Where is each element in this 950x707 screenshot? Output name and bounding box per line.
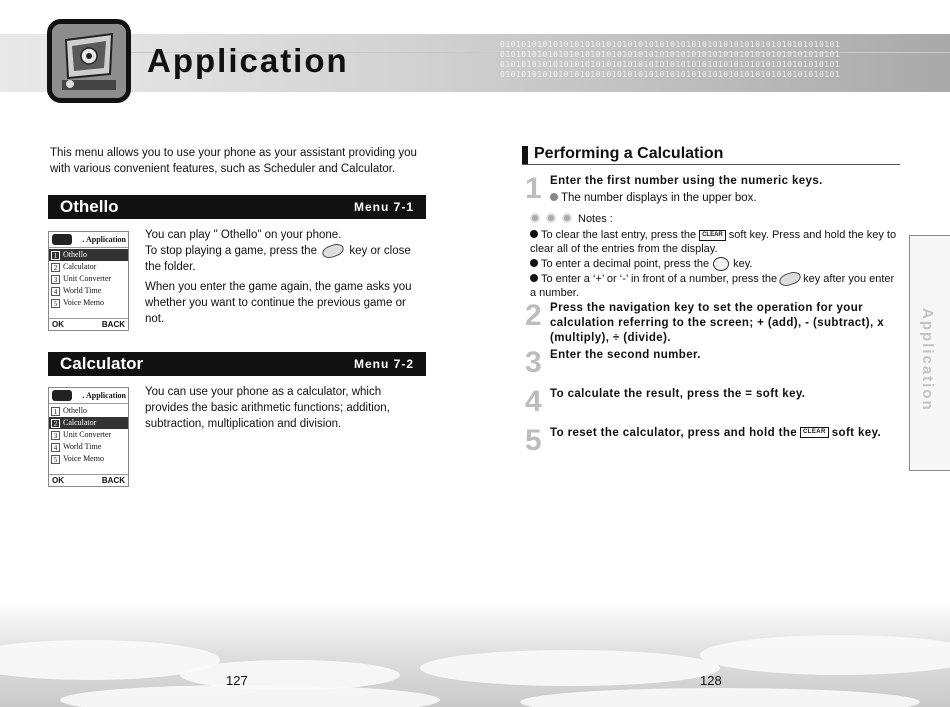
phone-screen-othello [48,231,129,331]
hash-key-icon [778,270,803,288]
phone-back-label: BACK [101,476,125,485]
step-text: To reset the calculator, press and hold the CLEAR soft key. [550,427,882,439]
phone-menu-item: 1 Othello [49,249,128,261]
phone-menu-item: 3 Unit Converter [49,429,128,441]
clear-key-icon: CLEAR [800,427,829,438]
step-text: Press the navigation key to set the operation for your calculation referring to the screen; + (add), - (subtract), x (multiply), ÷ (divide). [550,302,885,344]
notes-header: Notes : [530,213,613,225]
application-icon [52,234,72,245]
heading-marker [522,146,528,164]
footer-clouds [0,600,950,707]
notes-circle-icon [546,213,556,223]
calculator-menu-number: Menu 7-2 [353,357,414,371]
application-logo-icon [47,19,131,103]
step-text: Enter the second number. [550,349,701,361]
othello-desc-3: When you enter the game again, the game asks you whether you want to continue the previous game or not. [145,281,412,325]
step-number: 5 [525,424,542,457]
page-number-left: 127 [226,673,248,688]
phone-menu-item: 5 Voice Memo [49,453,128,465]
note-2: To enter a decimal point, press the key. [530,257,900,271]
header-banner [0,34,950,92]
clear-key-icon: CLEAR [699,230,726,241]
phone-screen-title: . Application [82,235,126,244]
phone-menu-list [49,248,128,309]
bullet-icon [530,230,538,238]
bullet-icon [530,274,538,282]
side-tab [909,235,950,471]
othello-menu-number: Menu 7-1 [353,200,414,214]
end-key-icon [321,242,346,260]
step-number: 2 [525,299,542,332]
calculation-heading [522,145,900,165]
othello-desc-1: You can play " Othello" on your phone. [145,229,342,241]
calculator-description: You can use your phone as a calculator, which provides the basic arithmetic functions; addition, subtraction, multiplication and division. [145,386,390,430]
note-1: To clear the last entry, press the CLEAR soft key. Press and hold the key to clear all of the entries from the display. [530,229,897,255]
othello-section-bar [48,195,426,219]
phone-ok-label: OK [52,476,64,485]
page-title: Application [147,42,349,79]
calculator-section-bar [48,352,426,376]
phone-screen-title: . Application [82,391,126,400]
phone-menu-item: 3 Unit Converter [49,273,128,285]
phone-back-label: BACK [101,320,125,329]
star-key-icon [713,257,729,271]
note-3: To enter a ‘+’ or ‘-’ in front of a number, press the key after you enter a number. [530,272,900,300]
page-number-right: 128 [700,673,722,688]
banner-binary-pattern: 0101010101010101010101010101010101010101010101010101010101010101 0101010101010101010101010101010101010101010101010101010101010101 0101010101010101010101010101010101010101010101010101010101010101 0101010101010101010101010101010101010101010101010101010101010101 [500,40,841,79]
othello-desc-2: To stop playing a game, press the key or close the folder. [145,243,425,275]
phone-menu-item: 4 World Time [49,285,128,297]
application-icon [52,390,72,401]
bullet-icon [530,259,538,267]
step-text: To calculate the result, press the = soft key. [550,388,806,400]
intro-text: This menu allows you to use your phone as your assistant providing you with various convenient features, such as Scheduler and Calculator. [50,147,417,175]
step-number: 3 [525,346,542,379]
step-number: 4 [525,385,542,418]
phone-screen-header [49,232,128,248]
step-text: Enter the first number using the numeric keys. [550,175,823,187]
phone-screen-calculator [48,387,129,487]
notes-circle-icon [562,213,572,223]
side-tab-label: Application [919,308,936,412]
phone-menu-item: 2 Calculator [49,417,128,429]
phone-menu-item: 4 World Time [49,441,128,453]
phone-menu-item: 5 Voice Memo [49,297,128,309]
phone-ok-label: OK [52,320,64,329]
notes-circle-icon [530,213,540,223]
calculator-title: Calculator [60,354,144,373]
phone-menu-item: 1 Othello [49,405,128,417]
othello-description [145,227,425,327]
step-number: 1 [525,172,542,205]
phone-menu-list [49,404,128,465]
othello-title: Othello [60,197,119,216]
phone-softkeys [49,474,128,486]
phone-screen-header [49,388,128,404]
bullet-icon [550,193,558,201]
calculation-heading-text: Performing a Calculation [534,145,724,162]
phone-softkeys [49,318,128,330]
phone-menu-item: 2 Calculator [49,261,128,273]
step-1-sub: The number displays in the upper box. [550,191,757,206]
